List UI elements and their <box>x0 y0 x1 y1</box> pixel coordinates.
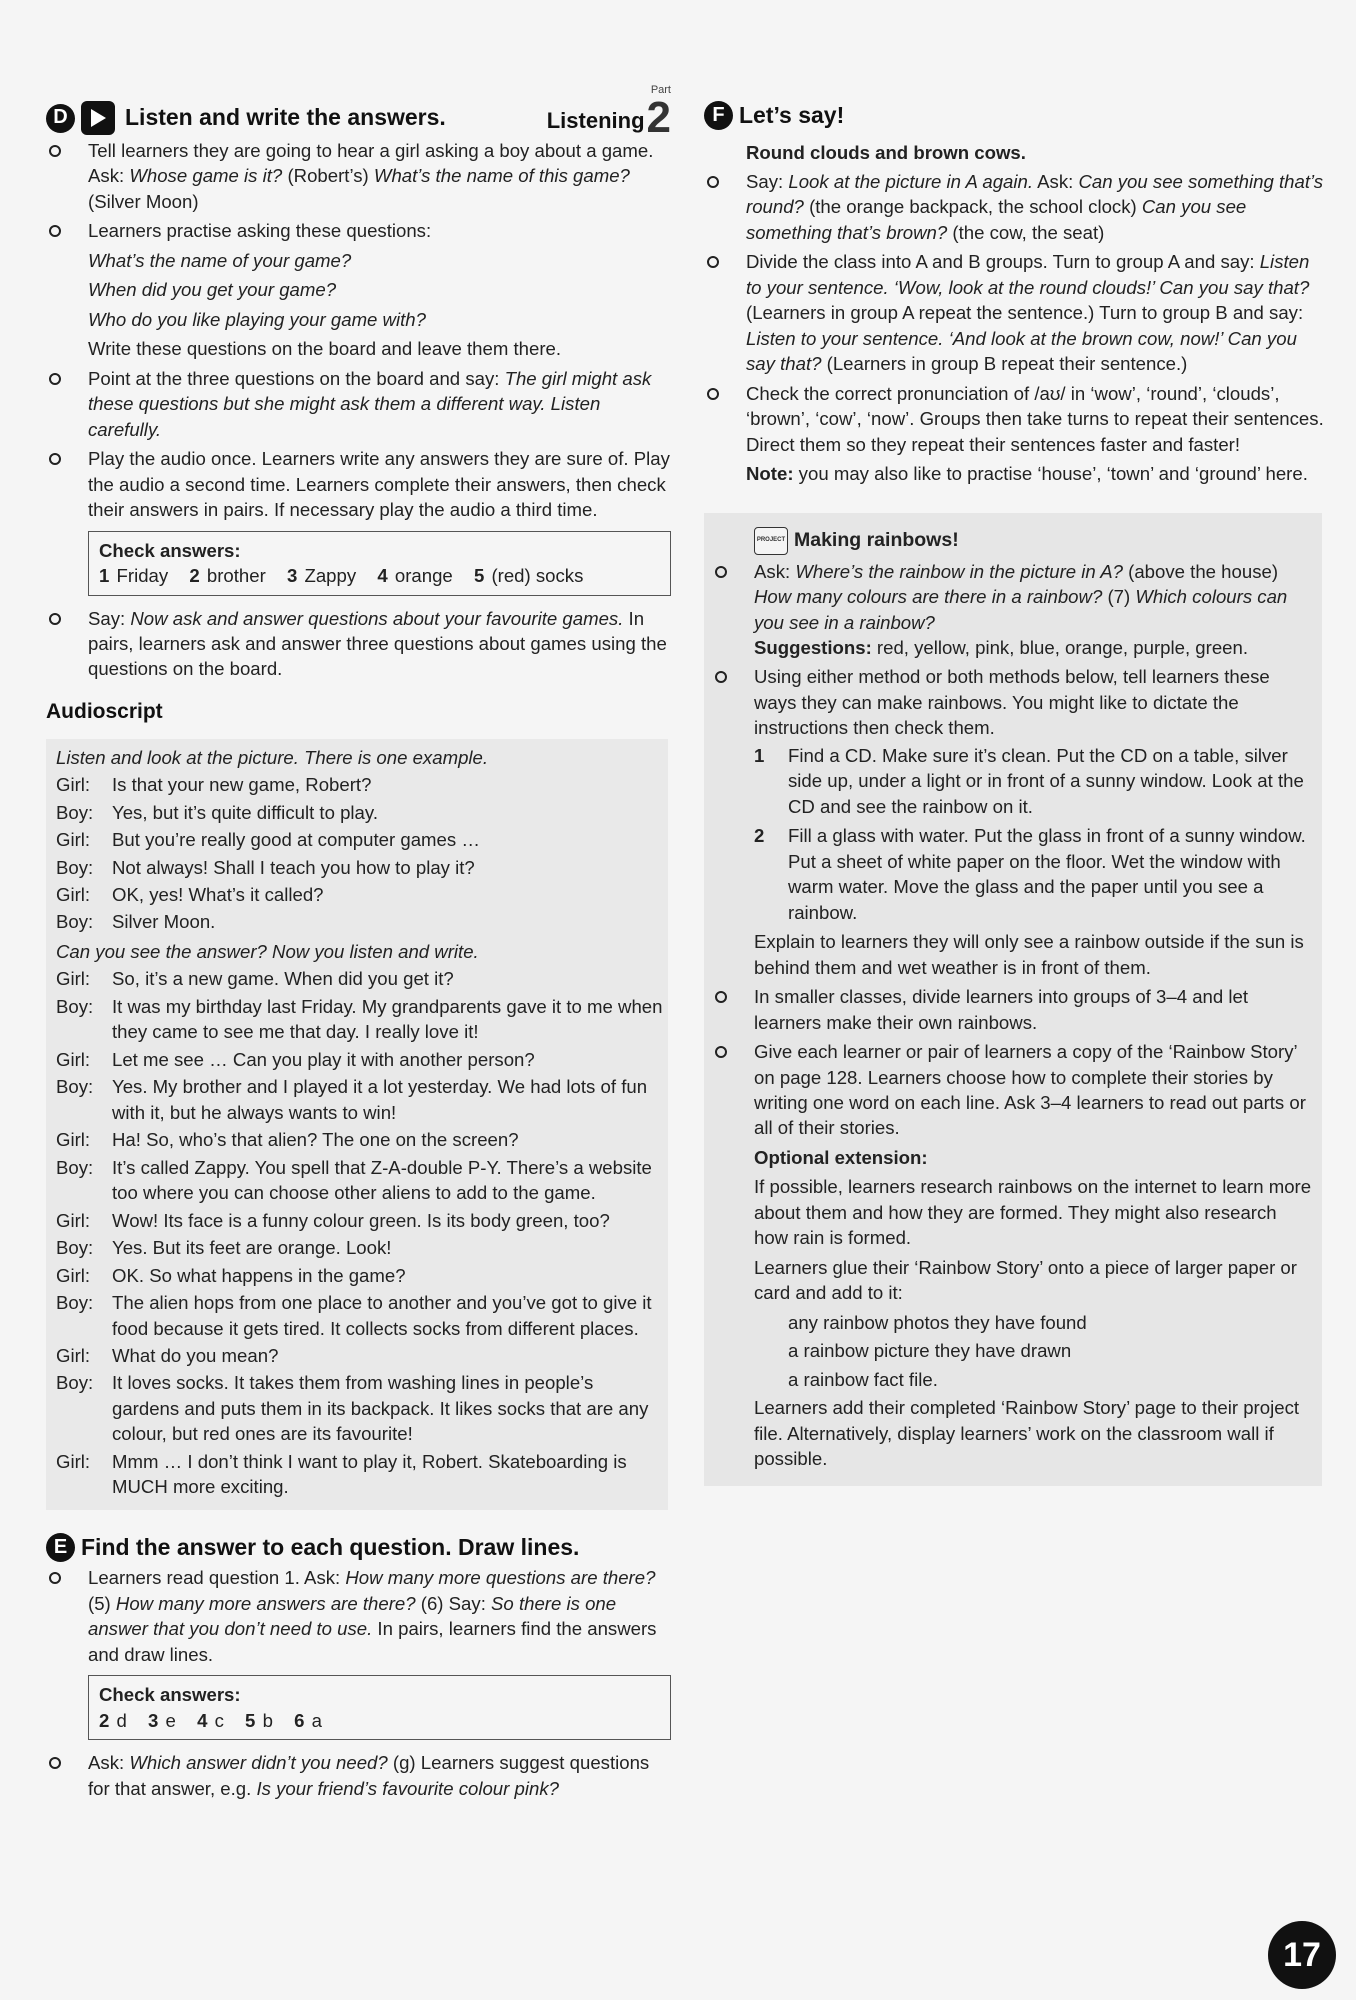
list-item <box>46 138 671 214</box>
item-text: Play the audio once. Learners write any answers they are sure of. Play the audio a second time. Learners complete their answers, then check their answers in pairs. If necessary play the audio a third time. <box>88 448 670 521</box>
utterance: Mmm … I don’t think I want to play it, Robert. Skateboarding is MUCH more exciting. <box>112 1450 627 1498</box>
play-icon <box>81 101 115 135</box>
item-text: (7) <box>1102 586 1136 608</box>
left-column <box>46 84 671 1805</box>
item-text: (g) Learners suggest questions for that answer, e.g. <box>88 1752 650 1799</box>
check-title: Check answers: <box>99 1684 241 1706</box>
part-label: Part <box>650 84 671 96</box>
script-part-2 <box>56 966 664 1499</box>
speaker: Boy: <box>56 1237 94 1259</box>
script-line <box>56 1343 664 1368</box>
utterance: Not always! Shall I teach you how to play it? <box>112 856 475 878</box>
item-text: (6) Say: <box>415 1592 492 1614</box>
item-italic: Listen to your sentence. ‘Wow, look at the round clouds!’ Can you say that? <box>746 251 1310 298</box>
optional-text: If possible, learners research rainbows on the internet to learn more about them and how they are formed. They might also research how rain is formed. <box>754 1176 1312 1249</box>
utterance: It’s called Zappy. You spell that Z-A-double P-Y. There’s a website too where you can choose other aliens to add to the game. <box>112 1156 652 1204</box>
section-letter-f: F <box>704 101 733 130</box>
item-text: (the orange backpack, the school clock) <box>803 196 1142 218</box>
audioscript-heading: Audioscript <box>46 699 163 723</box>
page-number: 17 <box>1268 1921 1336 1989</box>
list-item <box>46 1565 671 1667</box>
step-text: Fill a glass with water. Put the glass in front of a sunny window. Put a sheet of white paper on the floor. Wet the window with warm water. Move the glass and the paper until you see a rainbow. <box>788 825 1306 923</box>
answer: 1 Friday <box>99 565 169 587</box>
optional-text: Learners glue their ‘Rainbow Story’ onto a piece of larger paper or card and add to it: <box>754 1256 1297 1304</box>
item-text: In smaller classes, divide learners into groups of 3–4 and let learners make their own rainbows. <box>754 986 1249 1033</box>
script-line <box>56 909 664 934</box>
question-line: Who do you like playing your game with? <box>88 308 426 330</box>
final-text: Learners add their completed ‘Rainbow Story’ page to their project file. Alternatively, display learners’ work on the classroom wall if possible. <box>754 1397 1300 1470</box>
script-line <box>56 1155 664 1206</box>
answer: 3 Zappy <box>286 565 357 587</box>
script-line <box>56 855 664 880</box>
section-d-items-2 <box>46 606 671 682</box>
item-text: Say: <box>88 607 131 629</box>
audioscript-box <box>46 739 668 1510</box>
ask-text: Ask: <box>88 165 130 187</box>
script-line <box>56 1370 664 1446</box>
utterance: Silver Moon. <box>112 911 216 933</box>
part-number: 2 <box>646 93 671 142</box>
step-text: Find a CD. Make sure it’s clean. Put the CD on a table, silver side up, under a light or in front of a sunny window. Look at the CD and see the rainbow on it. <box>788 744 1304 817</box>
optional-label: Optional extension: <box>754 1146 928 1168</box>
rainbows-header <box>712 527 1312 555</box>
section-e-items-2 <box>46 1750 671 1801</box>
script-line <box>56 1074 664 1125</box>
item-italic: Listen to your sentence. ‘And look at the brown cow, now!’ Can you say that? <box>746 327 1297 375</box>
list-item <box>704 249 1324 376</box>
bullet-icon <box>707 176 719 188</box>
item-italic: Can you see something that’s round? <box>746 170 1324 218</box>
item-text: Give each learner or pair of learners a copy of the ‘Rainbow Story’ on page 128. Learners choose how to complete their stories by writing one word on each line. Ask 3–4 learners to read out parts or all of their stories. <box>754 1041 1306 1139</box>
section-f-header <box>704 100 1324 132</box>
check-answers-box-d <box>88 531 671 596</box>
ask-question: Whose game is it? <box>129 165 283 187</box>
bullet-icon <box>49 225 61 237</box>
answer: 5 (red) socks <box>473 565 584 587</box>
item-italic: So there is one answer that you don’t need to use. <box>88 1592 617 1640</box>
rainbows-heading: Making rainbows! <box>794 529 959 552</box>
item-text: Say: <box>746 170 789 192</box>
script-part-1 <box>56 772 664 935</box>
bullet-icon <box>715 991 727 1003</box>
utterance: Yes. But its feet are orange. Look! <box>112 1237 392 1259</box>
list-item <box>712 1039 1312 1141</box>
list-item <box>712 664 1312 980</box>
item-italic: Look at the picture in A again. <box>788 170 1034 192</box>
item-text: (the cow, the seat) <box>947 221 1105 243</box>
note-text: you may also like to practise ‘house’, ‘town’ and ‘ground’ here. <box>793 463 1308 485</box>
utterance: Yes. My brother and I played it a lot yesterday. We had lots of fun with it, but he always wants to win! <box>112 1076 648 1123</box>
utterance: Is that your new game, Robert? <box>112 774 372 796</box>
script-line <box>56 1208 664 1233</box>
list-line: any rainbow photos they have found <box>788 1311 1087 1333</box>
script-line <box>56 1449 664 1500</box>
bullet-icon <box>707 256 719 268</box>
speaker: Girl: <box>56 1450 91 1472</box>
bullet-icon <box>715 1046 727 1058</box>
speaker: Girl: <box>56 774 91 796</box>
bullet-icon <box>49 1572 61 1584</box>
item-italic: Can you see something that’s brown? <box>746 196 1247 243</box>
bullet-icon <box>49 373 61 385</box>
item-italic: The girl might ask these questions but she might ask them a different way. Listen carefully. <box>88 367 652 440</box>
check-title: Check answers: <box>99 539 241 561</box>
utterance: The alien hops from one place to another and you’ve got to give it food because it gets tired. It collects socks from different places. <box>112 1292 652 1339</box>
script-intro: Listen and look at the picture. There is one example. <box>56 746 489 768</box>
part-word: Listening <box>546 107 645 133</box>
suggestions-text: red, yellow, pink, blue, orange, purple, green. <box>871 637 1249 658</box>
bullet-icon <box>715 671 727 683</box>
answer: 4 orange <box>377 565 453 587</box>
utterance: Yes, but it’s quite difficult to play. <box>112 801 378 823</box>
script-line <box>56 800 664 825</box>
section-d-heading: Listen and write the answers. <box>125 104 446 131</box>
script-line <box>56 1235 664 1260</box>
item-text: Ask: <box>1033 170 1079 192</box>
utterance: It was my birthday last Friday. My grandparents gave it to me when they came to see me that day. I really love it! <box>112 995 663 1043</box>
right-column <box>704 100 1324 1486</box>
step-number: 1 <box>754 744 765 766</box>
bullet-icon <box>49 1757 61 1769</box>
rainbows-items <box>712 559 1312 1141</box>
utterance: It loves socks. It takes them from washing lines in people’s gardens and puts them in its backpack. It likes socks that are any colour, but red ones are its favourite! <box>112 1372 649 1445</box>
script-line <box>56 1290 664 1341</box>
list-item <box>46 1750 671 1801</box>
script-line <box>56 882 664 907</box>
speaker: Boy: <box>56 1292 94 1314</box>
script-line <box>56 1047 664 1072</box>
utterance: Wow! Its face is a funny colour green. Is its body green, too? <box>112 1209 610 1231</box>
note-label: Note: <box>746 463 794 485</box>
script-line <box>56 1263 664 1288</box>
speaker: Girl: <box>56 1129 91 1151</box>
speaker: Girl: <box>56 1048 91 1070</box>
utterance: So, it’s a new game. When did you get it? <box>112 968 454 990</box>
item-text: Ask: <box>754 560 796 582</box>
speaker: Boy: <box>56 1156 94 1178</box>
item-text: (5) <box>88 1592 116 1614</box>
list-item <box>712 984 1312 1035</box>
list-item <box>46 366 671 442</box>
ask-line <box>88 163 671 214</box>
list-item <box>46 218 671 361</box>
bullet-icon <box>49 613 61 625</box>
bullet-icon <box>707 388 719 400</box>
ask-answer: (Robert’s) <box>282 165 374 187</box>
item-italic: Which colours can you see in a rainbow? <box>754 586 1288 633</box>
item-italic: How many colours are there in a rainbow? <box>754 586 1103 608</box>
bullet-icon <box>49 453 61 465</box>
bullet-icon <box>715 566 727 578</box>
item-italic: How many more answers are there? <box>115 1592 416 1614</box>
answers-row <box>99 563 660 588</box>
item-italic: Where’s the rainbow in the picture in A? <box>795 560 1123 582</box>
bullet-icon <box>49 145 61 157</box>
list-item <box>46 606 671 682</box>
section-letter-e: E <box>46 1533 75 1562</box>
utterance: What do you mean? <box>112 1344 279 1366</box>
speaker: Boy: <box>56 1076 94 1098</box>
list-item <box>704 381 1324 457</box>
script-line <box>56 827 664 852</box>
answer: 4 c <box>197 1709 224 1731</box>
section-d-items <box>46 138 671 523</box>
making-rainbows-box <box>704 513 1322 1486</box>
section-letter-d: D <box>46 104 75 133</box>
item-text: Learners read question 1. Ask: <box>88 1567 346 1589</box>
item-text: (Learners in group B repeat their sentence.) <box>821 353 1188 375</box>
ask-answer: (Silver Moon) <box>88 190 199 212</box>
item-text: Ask: <box>88 1752 130 1774</box>
speaker: Girl: <box>56 1209 91 1231</box>
suggestions-label: Suggestions: <box>754 637 872 658</box>
step <box>754 743 1312 819</box>
note <box>704 461 1324 486</box>
section-f-heading: Let’s say! <box>739 102 845 128</box>
speaker: Girl: <box>56 1344 91 1366</box>
item-text: Divide the class into A and B groups. Turn to group A and say: <box>746 251 1260 273</box>
answer: 2 brother <box>189 565 266 587</box>
speaker: Boy: <box>56 1372 94 1394</box>
speaker: Girl: <box>56 884 91 906</box>
speaker: Boy: <box>56 911 94 933</box>
step <box>754 823 1312 925</box>
list-item <box>704 169 1324 245</box>
project-icon: PROJECT <box>754 527 788 555</box>
speaker: Boy: <box>56 801 94 823</box>
utterance: But you’re really good at computer games … <box>112 829 480 851</box>
script-line <box>56 772 664 797</box>
script-line <box>56 966 664 991</box>
step-number: 2 <box>754 825 765 847</box>
speaker: Girl: <box>56 829 91 851</box>
speaker: Girl: <box>56 1264 91 1286</box>
answers-row <box>99 1708 660 1733</box>
answer: 5 b <box>245 1709 273 1731</box>
utterance: Ha! So, who’s that alien? The one on the screen? <box>112 1129 519 1151</box>
item-text: Check the correct pronunciation of /aʊ/ in ‘wow’, ‘round’, ‘clouds’, ‘brown’, ‘cow’, ‘now’. Groups then take turns to repeat their sentences. Direct them so they repeat their sentences faster and faster! <box>746 382 1324 455</box>
list-item <box>46 446 671 522</box>
item-text: Learners practise asking these questions: <box>88 220 432 242</box>
item-text: Tell learners they are going to hear a girl asking a boy about a game. <box>88 140 654 161</box>
section-e-header <box>46 1532 671 1564</box>
ask-question: What’s the name of this game? <box>373 165 630 187</box>
speaker: Girl: <box>56 968 91 990</box>
utterance: OK, yes! What’s it called? <box>112 884 324 906</box>
list-line: a rainbow picture they have drawn <box>788 1340 1072 1362</box>
speaker: Boy: <box>56 856 94 878</box>
check-answers-box-e <box>88 1675 671 1740</box>
answer: 6 a <box>294 1709 322 1731</box>
section-e-heading: Find the answer to each question. Draw lines. <box>81 1533 580 1560</box>
section-f-subheading: Round clouds and brown cows. <box>746 141 1026 163</box>
list-line: a rainbow fact file. <box>788 1368 938 1390</box>
answer: 2 d <box>99 1709 127 1731</box>
item-text: (above the house) <box>1122 560 1279 582</box>
question-line: What’s the name of your game? <box>88 249 352 271</box>
item-text: In pairs, learners find the answers and draw lines. <box>88 1618 657 1665</box>
part-tag <box>546 84 671 142</box>
script-intro: Can you see the answer? Now you listen and write. <box>56 940 479 962</box>
answer: 3 e <box>148 1709 176 1731</box>
section-e-items <box>46 1565 671 1667</box>
section-d-header <box>46 84 671 142</box>
item-text: In pairs, learners ask and answer three questions about games using the questions on the board. <box>88 607 667 680</box>
utterance: Let me see … Can you play it with another person? <box>112 1048 535 1070</box>
item-italic: Now ask and answer questions about your favourite games. <box>130 607 624 629</box>
utterance: OK. So what happens in the game? <box>112 1264 406 1286</box>
item-italic: How many more questions are there? <box>345 1567 656 1589</box>
script-line <box>56 994 664 1045</box>
speaker: Boy: <box>56 995 94 1017</box>
question-line: When did you get your game? <box>88 279 337 301</box>
item-italic: Is your friend’s favourite colour pink? <box>256 1777 559 1799</box>
list-item <box>712 559 1312 661</box>
script-line <box>56 1127 664 1152</box>
write-line: Write these questions on the board and leave them there. <box>88 338 562 360</box>
explain-text: Explain to learners they will only see a rainbow outside if the sun is behind them and wet weather is in front of them. <box>754 931 1304 978</box>
item-text: (Learners in group A repeat the sentence.) Turn to group B and say: <box>746 302 1304 324</box>
section-f-items <box>704 169 1324 457</box>
item-italic: Which answer didn’t you need? <box>129 1752 388 1774</box>
item-text: Using either method or both methods below, tell learners these ways they can make rainbows. You might like to dictate the instructions then check them. <box>754 666 1270 739</box>
item-text: Point at the three questions on the board and say: <box>88 367 505 389</box>
